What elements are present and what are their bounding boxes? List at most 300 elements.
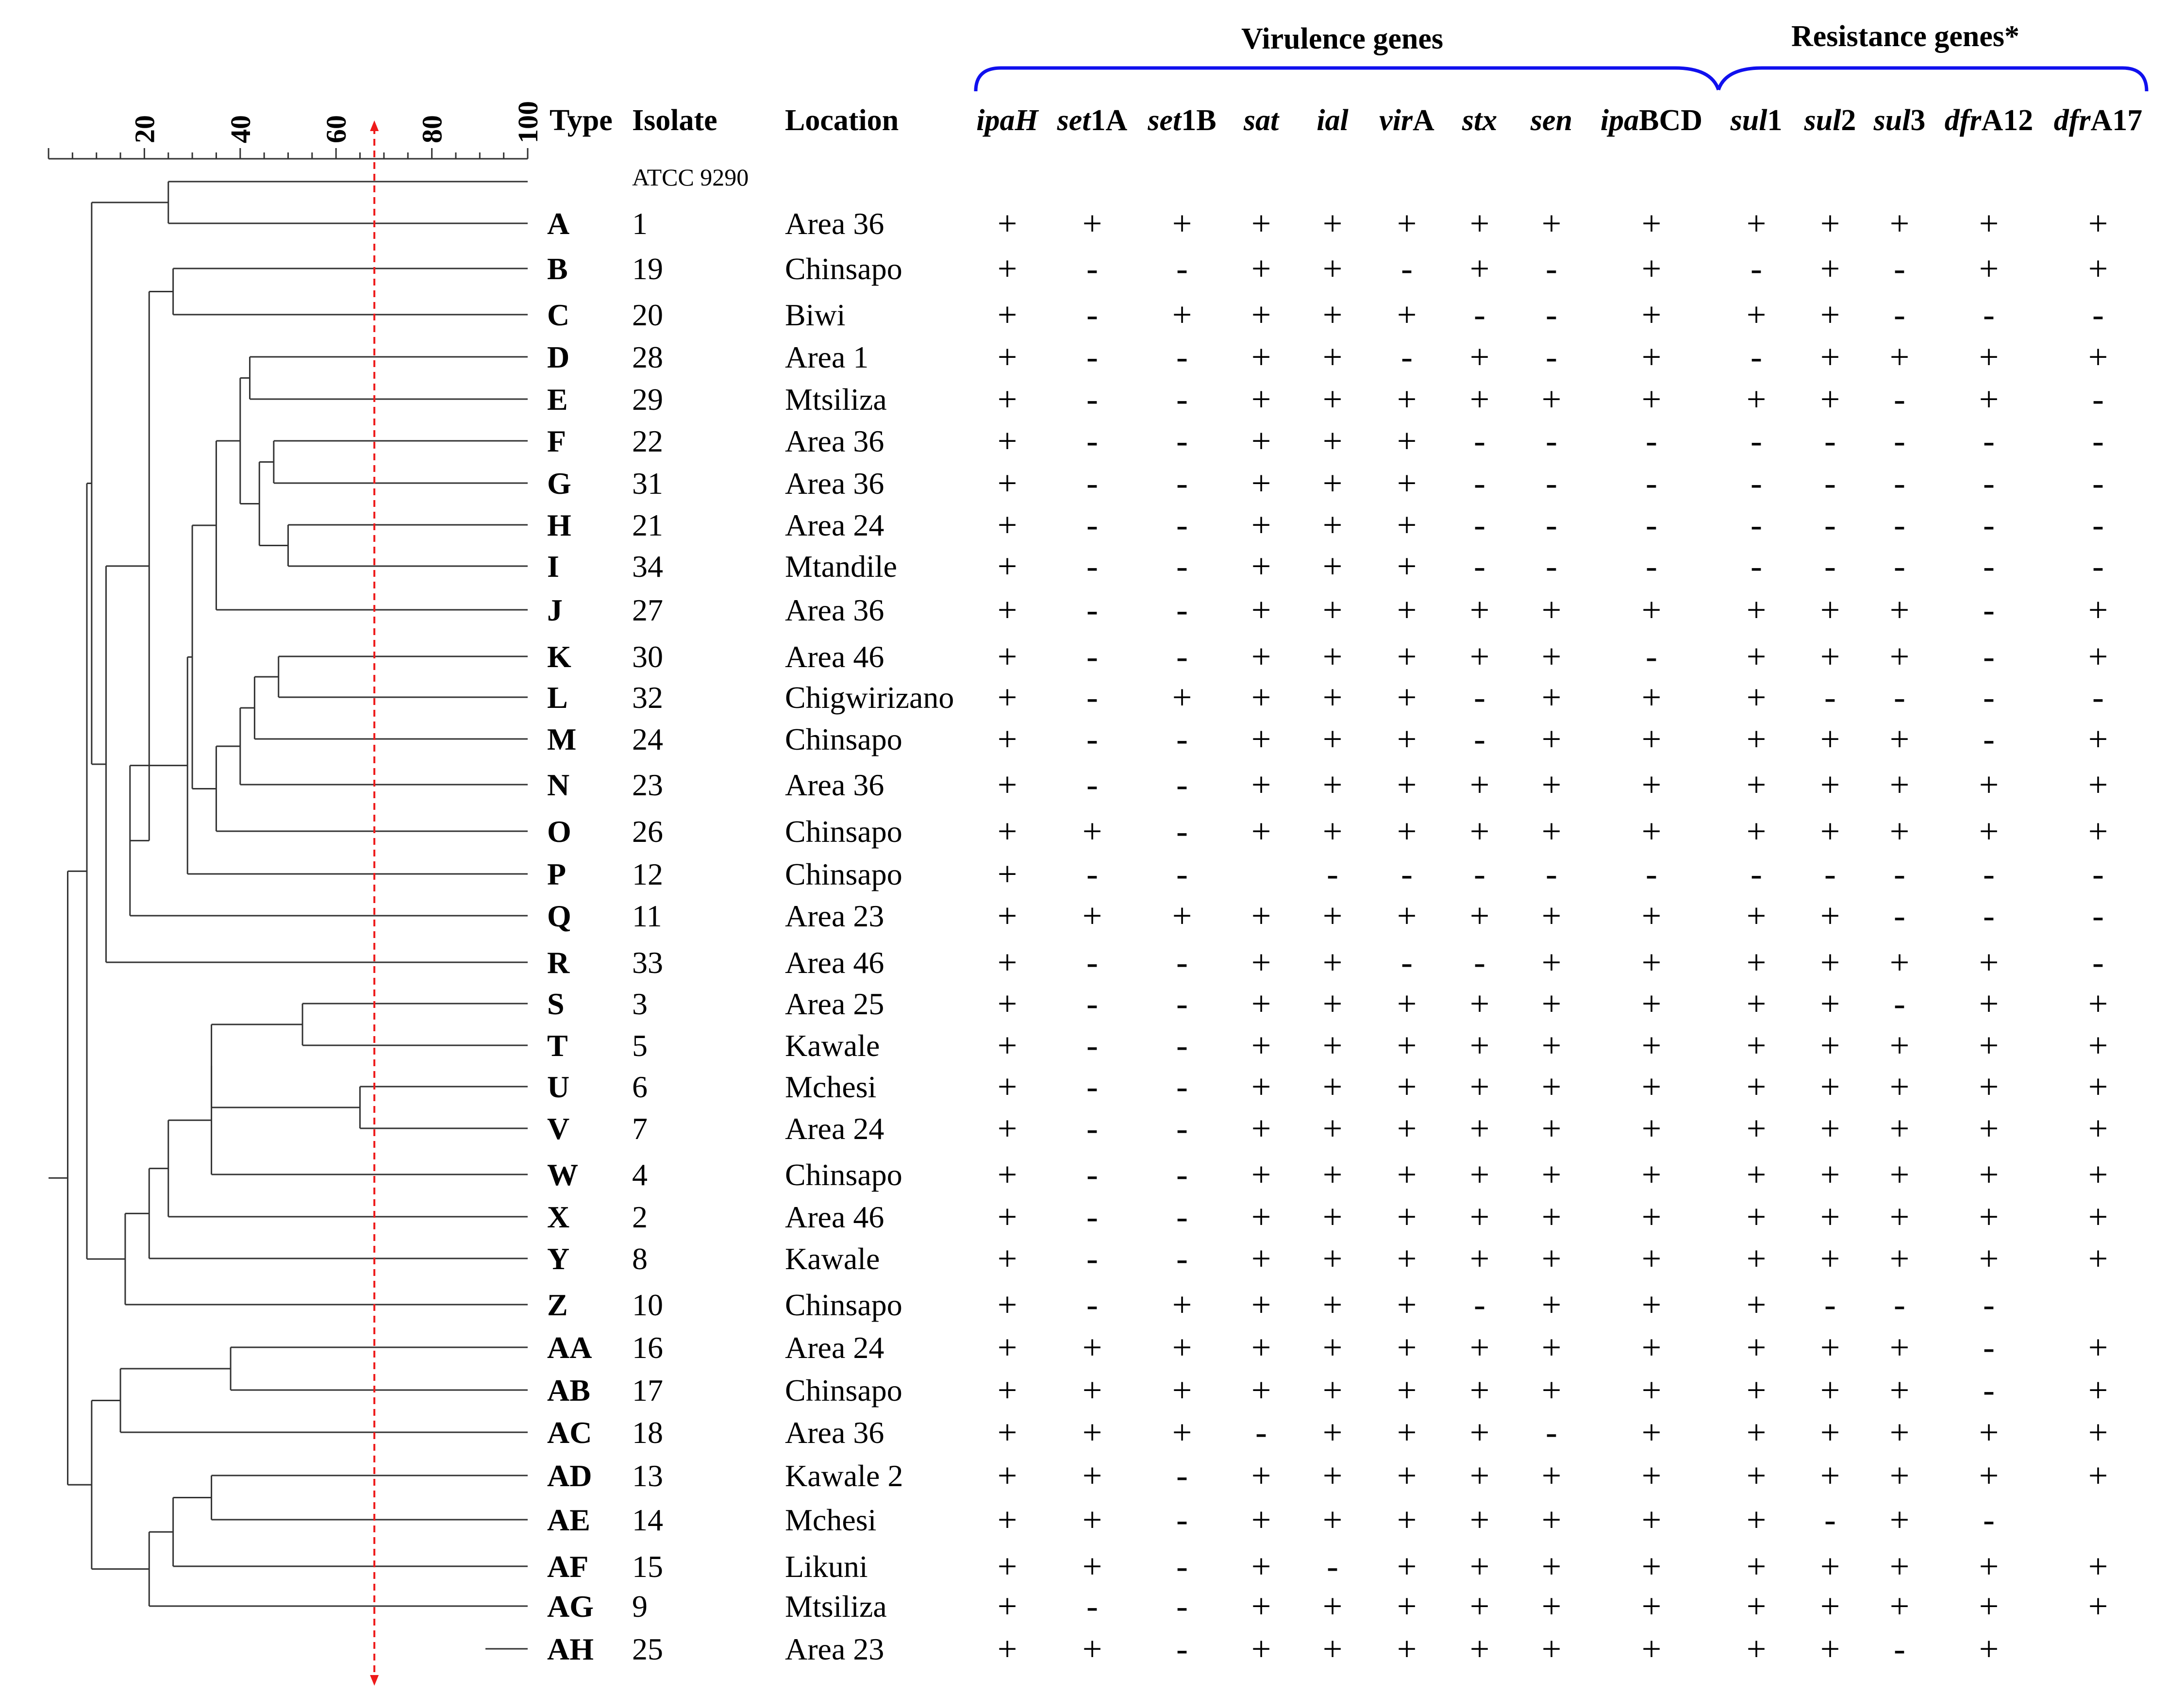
gene-present-mark: + — [2088, 1547, 2108, 1586]
isolate-row — [485, 984, 2108, 1023]
gene-present-mark: + — [1746, 1328, 1767, 1367]
gene-present-mark: + — [1251, 590, 1271, 629]
gene-present-mark: + — [1541, 1155, 1562, 1194]
gene-present-mark: + — [1889, 720, 1910, 758]
gene-present-mark: + — [1397, 1239, 1417, 1278]
axis-tick-label: 20 — [129, 115, 161, 143]
isolate-row — [485, 380, 2104, 419]
gene-present-mark: + — [1469, 590, 1490, 629]
gene-present-mark: + — [1641, 720, 1662, 758]
gene-column-header: sul3 — [1873, 104, 1926, 137]
gene-present-mark: + — [1979, 765, 1999, 804]
gene-present-mark: + — [1251, 1371, 1271, 1409]
gene-absent-mark: - — [1176, 249, 1188, 288]
gene-absent-mark: - — [1894, 896, 1905, 935]
location-cell: Area 46 — [785, 945, 884, 980]
gene-present-mark: + — [2088, 1456, 2108, 1495]
gene-present-mark: + — [1746, 1109, 1767, 1148]
gene-absent-mark: - — [1176, 1026, 1188, 1065]
gene-present-mark: + — [1469, 337, 1490, 376]
gene-present-mark: + — [1820, 1547, 1840, 1586]
gene-present-mark: + — [1322, 765, 1343, 804]
gene-present-mark: + — [1469, 1629, 1490, 1668]
gene-present-mark: + — [997, 1547, 1017, 1586]
location-cell: Area 36 — [785, 768, 884, 802]
gene-absent-mark: - — [1176, 464, 1188, 503]
type-cell: T — [547, 1028, 568, 1063]
isolate-cell: 10 — [632, 1288, 663, 1322]
isolate-row — [485, 1285, 1995, 1324]
gene-present-mark: + — [1641, 1328, 1662, 1367]
type-cell: AB — [547, 1373, 590, 1408]
gene-absent-mark: - — [1401, 337, 1413, 376]
gene-present-mark: + — [1541, 812, 1562, 851]
gene-present-mark: + — [1397, 1547, 1417, 1586]
gene-absent-mark: - — [1086, 547, 1098, 586]
type-cell: O — [547, 814, 571, 849]
gene-present-mark: + — [1322, 1109, 1343, 1148]
gene-present-mark: + — [1641, 1371, 1662, 1409]
location-cell: Kawale 2 — [785, 1458, 903, 1493]
similarity-axis — [49, 101, 544, 159]
gene-present-mark: + — [1397, 1285, 1417, 1324]
gene-absent-mark: - — [1646, 421, 1657, 460]
type-cell: P — [547, 857, 567, 891]
gene-present-mark: + — [1469, 1239, 1490, 1278]
gene-present-mark: + — [2088, 984, 2108, 1023]
gene-present-mark: + — [997, 855, 1017, 893]
type-cell: Z — [547, 1288, 568, 1322]
isolate-rows — [485, 204, 2108, 1668]
gene-present-mark: + — [2088, 637, 2108, 676]
gene-present-mark: + — [997, 1500, 1017, 1539]
gene-absent-mark: - — [1546, 337, 1557, 376]
gene-absent-mark: - — [1176, 1239, 1188, 1278]
location-cell: Chinsapo — [785, 1373, 902, 1408]
gene-present-mark: + — [1820, 380, 1840, 419]
gene-absent-mark: - — [1474, 421, 1485, 460]
location-cell: Mchesi — [785, 1503, 877, 1537]
type-cell: N — [547, 768, 570, 802]
gene-present-mark: + — [1889, 1328, 1910, 1367]
gene-absent-mark: - — [1824, 421, 1836, 460]
gene-absent-mark: - — [1824, 1500, 1836, 1539]
gene-present-mark: + — [1641, 1456, 1662, 1495]
gene-present-mark: + — [1979, 337, 1999, 376]
gene-present-mark: + — [1541, 1109, 1562, 1148]
gene-present-mark: + — [1979, 1629, 1999, 1668]
gene-column-header: ipaH — [976, 104, 1038, 137]
gene-present-mark: + — [1641, 1547, 1662, 1586]
location-cell: Area 46 — [785, 639, 884, 674]
gene-absent-mark: - — [1824, 505, 1836, 544]
gene-present-mark: + — [1641, 678, 1662, 717]
gene-present-mark: + — [1251, 1285, 1271, 1324]
gene-present-mark: + — [1322, 1197, 1343, 1236]
gene-present-mark: + — [1251, 1026, 1271, 1065]
gene-present-mark: + — [1641, 765, 1662, 804]
isolate-row — [485, 505, 2104, 544]
gene-absent-mark: - — [1646, 547, 1657, 586]
gene-present-mark: + — [1251, 984, 1271, 1023]
gene-absent-mark: - — [1327, 855, 1338, 893]
gene-absent-mark: - — [1474, 855, 1485, 893]
gene-absent-mark: - — [1751, 547, 1762, 586]
gene-absent-mark: - — [1894, 380, 1905, 419]
gene-absent-mark: - — [2092, 855, 2104, 893]
gene-present-mark: + — [1322, 505, 1343, 544]
type-cell: AD — [547, 1458, 592, 1493]
gene-present-mark: + — [1541, 943, 1562, 982]
gene-present-mark: + — [2088, 1026, 2108, 1065]
isolate-row — [485, 295, 2104, 334]
isolate-cell: 14 — [632, 1503, 663, 1537]
gene-present-mark: + — [1082, 812, 1102, 851]
isolate-cell: 22 — [632, 424, 663, 458]
gene-absent-mark: - — [1086, 337, 1098, 376]
gene-present-mark: + — [997, 1109, 1017, 1148]
gene-present-mark: + — [1746, 1371, 1767, 1409]
gene-column-header: sat — [1243, 104, 1279, 137]
gene-present-mark: + — [1541, 204, 1562, 243]
gene-present-mark: + — [1082, 896, 1102, 935]
gene-present-mark: + — [1322, 637, 1343, 676]
gene-absent-mark: - — [1983, 678, 1995, 717]
gene-present-mark: + — [1820, 637, 1840, 676]
gene-present-mark: + — [1746, 1456, 1767, 1495]
gene-absent-mark: - — [1086, 637, 1098, 676]
gene-absent-mark: - — [1086, 943, 1098, 982]
gene-absent-mark: - — [1176, 984, 1188, 1023]
gene-absent-mark: - — [1646, 855, 1657, 893]
location-cell: Chinsapo — [785, 722, 902, 756]
gene-present-mark: + — [1251, 720, 1271, 758]
gene-present-mark: + — [1541, 1500, 1562, 1539]
gene-present-mark: + — [1979, 249, 1999, 288]
gene-present-mark: + — [1397, 1067, 1417, 1106]
isolate-row — [485, 1109, 2108, 1148]
gene-present-mark: + — [1082, 1456, 1102, 1495]
type-cell: L — [547, 680, 568, 715]
type-cell: S — [547, 987, 565, 1021]
gene-absent-mark: - — [1086, 720, 1098, 758]
gene-present-mark: + — [1469, 1413, 1490, 1452]
gene-present-mark: + — [1820, 1371, 1840, 1409]
gene-present-mark: + — [1397, 1109, 1417, 1148]
gene-present-mark: + — [1322, 1239, 1343, 1278]
gene-present-mark: + — [1746, 1629, 1767, 1668]
isolate-cell: 30 — [632, 639, 663, 674]
type-cell: AG — [547, 1589, 594, 1624]
gene-present-mark: + — [1322, 896, 1343, 935]
isolate-row — [485, 1239, 2108, 1278]
isolate-cell: 25 — [632, 1632, 663, 1666]
virulence-bracket-path — [976, 68, 1718, 91]
gene-present-mark: + — [1541, 1239, 1562, 1278]
location-cell: Area 36 — [785, 466, 884, 501]
gene-present-mark: + — [1469, 984, 1490, 1023]
gene-present-mark: + — [1397, 678, 1417, 717]
gene-present-mark: + — [1541, 1456, 1562, 1495]
gene-present-mark: + — [1979, 984, 1999, 1023]
gene-present-mark: + — [1469, 1155, 1490, 1194]
isolate-row — [485, 943, 2104, 982]
isolate-row — [485, 337, 2108, 376]
gene-present-mark: + — [1820, 1328, 1840, 1367]
gene-absent-mark: - — [1086, 984, 1098, 1023]
gene-present-mark: + — [1397, 204, 1417, 243]
gene-present-mark: + — [1746, 590, 1767, 629]
gene-present-mark: + — [1820, 249, 1840, 288]
resistance-genes-title: Resistance genes* — [1791, 20, 2020, 53]
gene-absent-mark: - — [1894, 984, 1905, 1023]
isolate-row — [485, 421, 2104, 460]
gene-present-mark: + — [1251, 464, 1271, 503]
gene-present-mark: + — [1251, 1547, 1271, 1586]
gene-present-mark: + — [1469, 1328, 1490, 1367]
isolate-row — [485, 1587, 2108, 1626]
gene-present-mark: + — [1541, 1547, 1562, 1586]
location-cell: Biwi — [785, 298, 846, 332]
gene-present-mark: + — [1889, 1500, 1910, 1539]
gene-absent-mark: - — [1983, 1371, 1995, 1409]
gene-present-mark: + — [1251, 1109, 1271, 1148]
gene-present-mark: + — [1979, 1155, 1999, 1194]
gene-absent-mark: - — [1751, 855, 1762, 893]
gene-present-mark: + — [1641, 896, 1662, 935]
gene-column-header: ial — [1317, 104, 1349, 137]
isolate-cell: 19 — [632, 251, 663, 286]
gene-absent-mark: - — [1474, 1285, 1485, 1324]
gene-present-mark: + — [1469, 1547, 1490, 1586]
isolate-cell: 28 — [632, 340, 663, 374]
location-cell: Chinsapo — [785, 1157, 902, 1192]
gene-absent-mark: - — [1086, 421, 1098, 460]
isolate-row — [485, 765, 2108, 804]
type-cell: A — [547, 206, 570, 241]
gene-present-mark: + — [1397, 896, 1417, 935]
gene-present-mark: + — [1979, 1197, 1999, 1236]
gene-present-mark: + — [1889, 637, 1910, 676]
gene-present-mark: + — [997, 720, 1017, 758]
gene-present-mark: + — [997, 812, 1017, 851]
type-cell: Q — [547, 899, 571, 933]
type-cell: I — [547, 549, 559, 584]
gene-absent-mark: - — [1824, 678, 1836, 717]
gene-absent-mark: - — [1176, 1500, 1188, 1539]
gene-absent-mark: - — [1474, 943, 1485, 982]
location-cell: Area 1 — [785, 340, 869, 374]
gene-absent-mark: - — [1086, 590, 1098, 629]
gene-present-mark: + — [1979, 380, 1999, 419]
gene-absent-mark: - — [1086, 1587, 1098, 1626]
axis-tick-label: 40 — [224, 115, 256, 143]
gene-present-mark: + — [1746, 896, 1767, 935]
gene-present-mark: + — [1746, 204, 1767, 243]
gene-absent-mark: - — [1474, 678, 1485, 717]
gene-column-header: dfrA17 — [2053, 104, 2143, 137]
gene-present-mark: + — [1641, 1109, 1662, 1148]
gene-present-mark: + — [2088, 1371, 2108, 1409]
gene-absent-mark: - — [1824, 855, 1836, 893]
isolate-row — [485, 1500, 1995, 1539]
isolate-cell: 13 — [632, 1458, 663, 1493]
gene-present-mark: + — [1469, 637, 1490, 676]
type-cell: M — [547, 722, 577, 756]
gene-present-mark: + — [997, 249, 1017, 288]
gene-present-mark: + — [1251, 1239, 1271, 1278]
gene-present-mark: + — [1397, 1413, 1417, 1452]
gene-absent-mark: - — [1474, 547, 1485, 586]
gene-absent-mark: - — [1086, 1067, 1098, 1106]
gene-absent-mark: - — [1474, 505, 1485, 544]
gene-present-mark: + — [1641, 1500, 1662, 1539]
gene-absent-mark: - — [1176, 1197, 1188, 1236]
gene-present-mark: + — [997, 984, 1017, 1023]
gene-present-mark: + — [997, 295, 1017, 334]
isolate-row — [485, 1155, 2108, 1194]
gene-present-mark: + — [997, 1285, 1017, 1324]
location-cell: Area 36 — [785, 593, 884, 627]
gene-absent-mark: - — [1176, 765, 1188, 804]
gene-absent-mark: - — [1546, 295, 1557, 334]
isolate-cell: 5 — [632, 1028, 648, 1063]
isolate-row — [485, 855, 2104, 893]
gene-present-mark: + — [1397, 812, 1417, 851]
gene-present-mark: + — [997, 1067, 1017, 1106]
gene-absent-mark: - — [1086, 380, 1098, 419]
isolate-cell: 11 — [632, 899, 662, 933]
gene-absent-mark: - — [1646, 464, 1657, 503]
gene-present-mark: + — [1820, 1587, 1840, 1626]
gene-present-mark: + — [1979, 1026, 1999, 1065]
gene-absent-mark: - — [1546, 464, 1557, 503]
gene-column-header: dfrA12 — [1944, 104, 2034, 137]
gene-present-mark: + — [1172, 678, 1192, 717]
gene-absent-mark: - — [1086, 1285, 1098, 1324]
gene-present-mark: + — [2088, 1155, 2108, 1194]
gene-absent-mark: - — [1983, 855, 1995, 893]
gene-present-mark: + — [1082, 1371, 1102, 1409]
gene-present-mark: + — [1889, 1239, 1910, 1278]
gene-absent-mark: - — [1894, 678, 1905, 717]
axis-tick-label: 80 — [416, 115, 448, 143]
isolate-row — [485, 1026, 2108, 1065]
location-cell: Area 25 — [785, 987, 884, 1021]
gene-present-mark: + — [1397, 1371, 1417, 1409]
isolate-row — [485, 1197, 2108, 1236]
gene-present-mark: + — [1746, 678, 1767, 717]
gene-present-mark: + — [997, 1239, 1017, 1278]
gene-present-mark: + — [1979, 1587, 1999, 1626]
type-cell: G — [547, 466, 571, 501]
gene-absent-mark: - — [1751, 337, 1762, 376]
gene-present-mark: + — [1541, 1197, 1562, 1236]
gene-absent-mark: - — [1474, 295, 1485, 334]
gene-present-mark: + — [1541, 1026, 1562, 1065]
gene-present-mark: + — [1322, 1587, 1343, 1626]
location-column-header: Location — [785, 104, 899, 137]
gene-present-mark: + — [1322, 249, 1343, 288]
gene-present-mark: + — [997, 1371, 1017, 1409]
gene-absent-mark: - — [1086, 1239, 1098, 1278]
gene-absent-mark: - — [1983, 896, 1995, 935]
gene-present-mark: + — [1082, 1413, 1102, 1452]
gene-present-mark: + — [1322, 1413, 1343, 1452]
gene-present-mark: + — [1469, 1026, 1490, 1065]
gene-present-mark: + — [1541, 1328, 1562, 1367]
type-cell: V — [547, 1111, 570, 1146]
gene-present-mark: + — [1397, 464, 1417, 503]
gene-absent-mark: - — [1983, 505, 1995, 544]
gene-present-mark: + — [1641, 812, 1662, 851]
gene-present-mark: + — [997, 1456, 1017, 1495]
type-cell: Y — [547, 1241, 570, 1276]
isolate-cell: 26 — [632, 814, 663, 849]
gene-present-mark: + — [1322, 1500, 1343, 1539]
gene-present-mark: + — [1889, 1109, 1910, 1148]
gene-present-mark: + — [1746, 1067, 1767, 1106]
location-cell: Likuni — [785, 1549, 868, 1584]
gene-present-mark: + — [1889, 1371, 1910, 1409]
location-cell: Mtsiliza — [785, 382, 887, 417]
gene-present-mark: + — [1397, 1456, 1417, 1495]
gene-absent-mark: - — [1983, 720, 1995, 758]
gene-present-mark: + — [1641, 1197, 1662, 1236]
isolate-cell: 23 — [632, 768, 663, 802]
isolate-row — [485, 249, 2108, 288]
isolate-cell: 2 — [632, 1200, 648, 1234]
cutoff-arrow-top — [370, 120, 379, 131]
gene-present-mark: + — [1979, 1109, 1999, 1148]
gene-present-mark: + — [1541, 1067, 1562, 1106]
gene-present-mark: + — [1889, 1026, 1910, 1065]
gene-present-mark: + — [1469, 1587, 1490, 1626]
gene-present-mark: + — [1251, 1500, 1271, 1539]
gene-absent-mark: - — [1086, 765, 1098, 804]
gene-present-mark: + — [1979, 812, 1999, 851]
gene-present-mark: + — [1251, 505, 1271, 544]
gene-absent-mark: - — [1176, 1109, 1188, 1148]
gene-present-mark: + — [1397, 380, 1417, 419]
gene-present-mark: + — [1469, 812, 1490, 851]
gene-present-mark: + — [1322, 943, 1343, 982]
gene-present-mark: + — [1979, 1067, 1999, 1106]
location-cell: Kawale — [785, 1241, 880, 1276]
isolate-cell: 12 — [632, 857, 663, 891]
location-cell: Chinsapo — [785, 814, 902, 849]
isolate-cell: 24 — [632, 722, 663, 756]
gene-absent-mark: - — [1086, 1026, 1098, 1065]
gene-absent-mark: - — [1894, 855, 1905, 893]
gene-present-mark: + — [1172, 896, 1192, 935]
isolate-cell: 21 — [632, 508, 663, 542]
gene-present-mark: + — [1322, 1285, 1343, 1324]
gene-present-mark: + — [1979, 1547, 1999, 1586]
gene-present-mark: + — [1820, 1239, 1840, 1278]
gene-present-mark: + — [1082, 1328, 1102, 1367]
gene-present-mark: + — [1820, 1197, 1840, 1236]
gene-present-mark: + — [1820, 1155, 1840, 1194]
gene-present-mark: + — [1541, 984, 1562, 1023]
gene-column-header: sul1 — [1730, 104, 1783, 137]
gene-absent-mark: - — [1646, 505, 1657, 544]
gene-present-mark: + — [1820, 984, 1840, 1023]
gene-present-mark: + — [997, 1197, 1017, 1236]
reference-strain-label: ATCC 9290 — [632, 164, 749, 191]
gene-absent-mark: - — [1894, 1285, 1905, 1324]
gene-absent-mark: - — [1176, 547, 1188, 586]
